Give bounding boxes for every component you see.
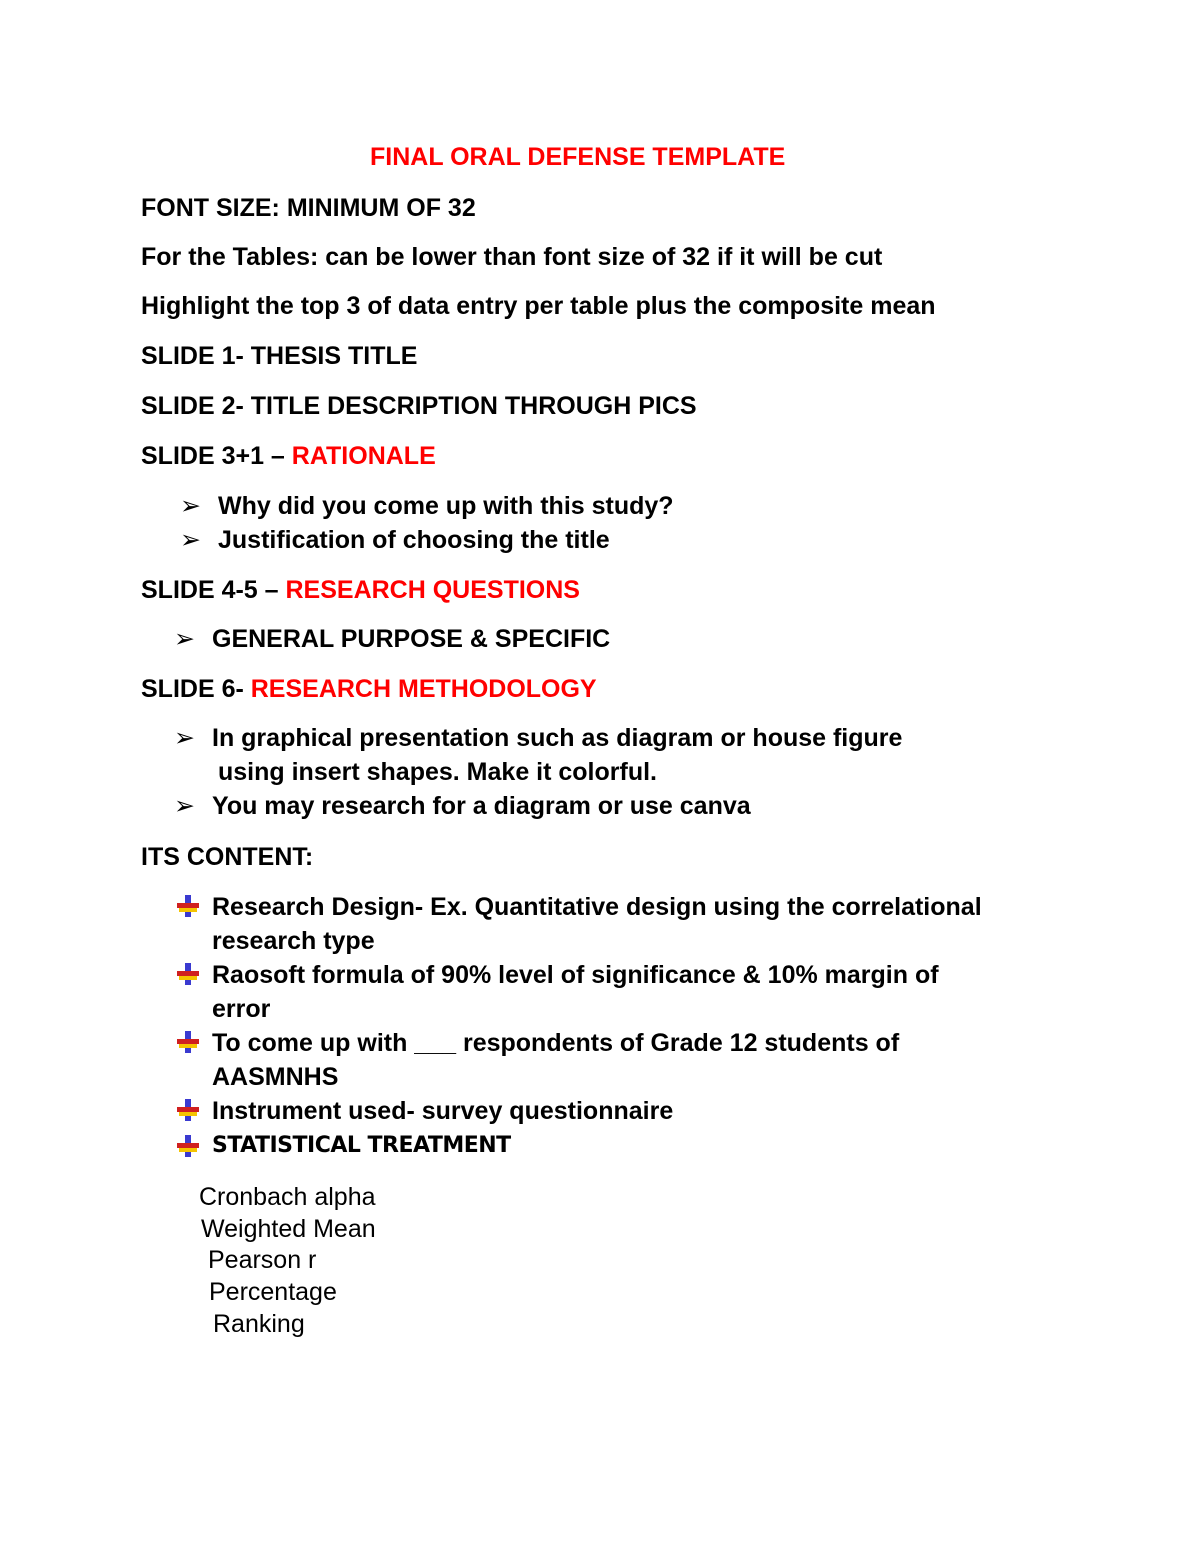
document-title: FINAL ORAL DEFENSE TEMPLATE — [370, 143, 786, 171]
slide-6-topic: RESEARCH METHODOLOGY — [250, 675, 597, 703]
slide-3-heading — [141, 441, 436, 471]
pushpin-bullet-icon — [175, 893, 201, 919]
content-item: Instrument used- survey questionnaire — [212, 1097, 674, 1125]
slide-3-prefix: SLIDE 3+1 – — [141, 442, 292, 470]
arrowhead-bullet-icon: ➢ — [174, 791, 195, 820]
content-item-continuation: research type — [212, 927, 375, 955]
slide-6-bullet: You may research for a diagram or use canva — [212, 792, 751, 820]
statistical-treatment-heading: STATISTICAL TREATMENT — [212, 1133, 511, 1158]
content-item: To come up with ___ respondents of Grade 12 students of — [212, 1029, 900, 1057]
slide-3-topic: RATIONALE — [291, 442, 436, 470]
slide-6-prefix: SLIDE 6- — [141, 675, 251, 703]
slide-3-bullet: Justification of choosing the title — [218, 526, 610, 554]
slide-4-5-bullet: GENERAL PURPOSE & SPECIFIC — [212, 625, 611, 653]
statistic-item: Cronbach alpha — [199, 1183, 376, 1211]
slide-2-heading: SLIDE 2- TITLE DESCRIPTION THROUGH PICS — [141, 392, 697, 420]
slide-4-5-heading — [141, 575, 580, 605]
pushpin-bullet-icon — [175, 1097, 201, 1123]
pushpin-bullet-icon — [175, 1029, 201, 1055]
slide-6-bullet-continuation: using insert shapes. Make it colorful. — [218, 758, 657, 786]
slide-3-bullet: Why did you come up with this study? — [218, 492, 674, 520]
content-item: Research Design- Ex. Quantitative design using the correlational — [212, 893, 982, 921]
arrowhead-bullet-icon: ➢ — [174, 723, 195, 752]
arrowhead-bullet-icon: ➢ — [180, 491, 201, 520]
slide-6-bullet: In graphical presentation such as diagram or house figure — [212, 724, 903, 752]
pushpin-bullet-icon — [175, 1133, 201, 1159]
slide-1-heading: SLIDE 1- THESIS TITLE — [141, 342, 418, 370]
highlight-note: Highlight the top 3 of data entry per table plus the composite mean — [141, 292, 936, 320]
pushpin-bullet-icon — [175, 961, 201, 987]
slide-4-5-prefix: SLIDE 4-5 – — [141, 576, 286, 604]
content-item-continuation: AASMNHS — [212, 1063, 339, 1091]
statistic-item: Weighted Mean — [201, 1215, 376, 1243]
arrowhead-bullet-icon: ➢ — [174, 624, 195, 653]
statistic-item: Percentage — [209, 1278, 337, 1306]
statistic-item: Pearson r — [208, 1246, 317, 1274]
slide-4-5-topic: RESEARCH QUESTIONS — [285, 576, 580, 604]
slide-6-heading — [141, 674, 597, 704]
content-item: Raosoft formula of 90% level of significance & 10% margin of — [212, 961, 939, 989]
tables-note: For the Tables: can be lower than font size of 32 if it will be cut — [141, 243, 883, 271]
content-item-continuation: error — [212, 995, 271, 1023]
statistic-item: Ranking — [213, 1310, 305, 1338]
arrowhead-bullet-icon: ➢ — [180, 525, 201, 554]
content-heading: ITS CONTENT: — [141, 843, 314, 871]
font-size-note: FONT SIZE: MINIMUM OF 32 — [141, 194, 476, 222]
